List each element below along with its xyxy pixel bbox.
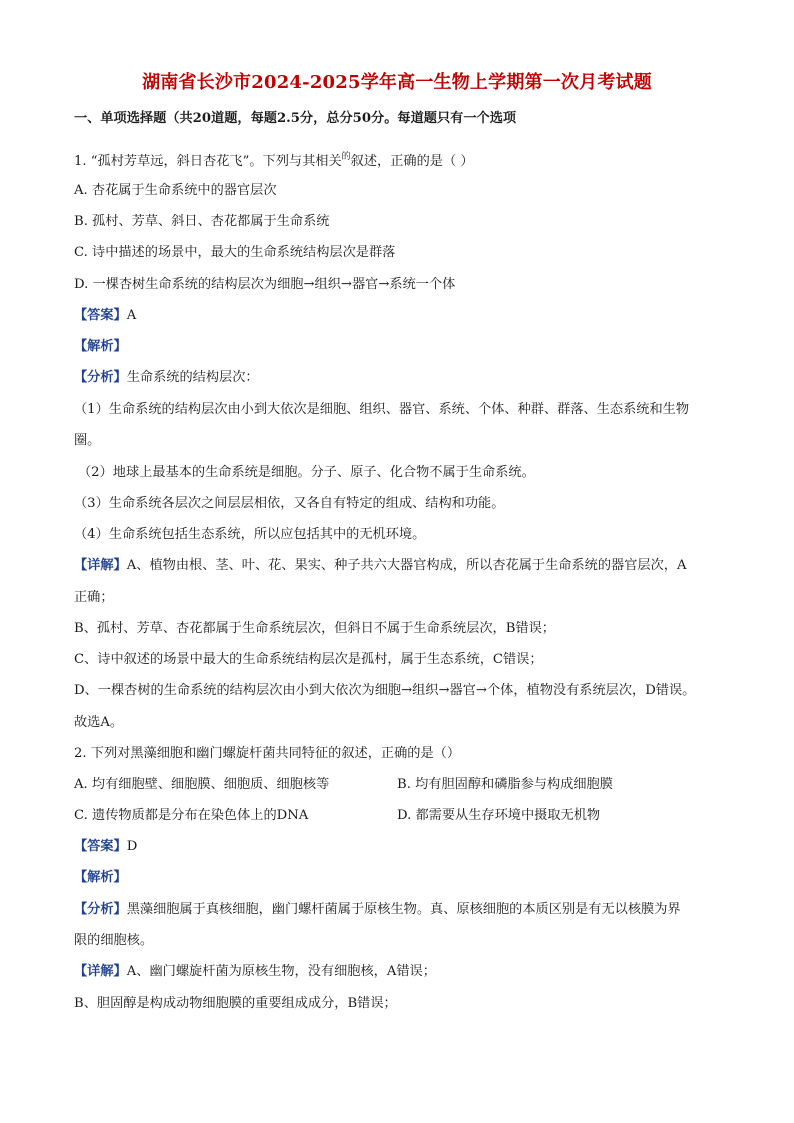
fenxi-tag: 【分析】 <box>74 902 127 917</box>
question-1-detail-a-cont: 正确； <box>74 590 114 605</box>
question-1-option-a: A. 杏花属于生命系统中的器官层次 <box>74 183 277 198</box>
answer-tag: 【答案】 <box>74 308 127 323</box>
question-1-point-4: （4）生命系统包括生态系统，所以应包括其中的无机环境。 <box>74 527 426 542</box>
question-1-point-1: （1）生命系统的结构层次由小到大依次是细胞、组织、器官、系统、个体、种群、群落、生态系统和生物 <box>74 402 690 417</box>
question-2-detail-a <box>74 963 436 981</box>
question-1-stem-part-a: 1. “孤村芳草远，斜日杏花飞”。下列与其相关 <box>74 154 342 169</box>
question-2-detail-b: B、胆固醇是构成动物细胞膜的重要组成成分，B错误； <box>74 996 397 1011</box>
question-2-stem: 2. 下列对黑藻细胞和幽门螺旋杆菌共同特征的叙述，正确的是（） <box>74 746 461 761</box>
fenxi-text: 生命系统的结构层次： <box>126 370 259 385</box>
question-1-answer <box>74 307 136 325</box>
question-1-detail-b: B、孤村、芳草、杏花都属于生命系统层次，但斜日不属于生命系统层次，B错误； <box>74 621 555 636</box>
question-2-option-a: A. 均有细胞壁、细胞膜、细胞质、细胞核等 <box>74 777 330 792</box>
fenxi-text: 黑藻细胞属于真核细胞，幽门螺杆菌属于原核生物。真、原核细胞的本质区别是有无以核膜为界 <box>126 902 681 917</box>
question-2-fenxi <box>74 901 681 919</box>
fenxi-tag: 【分析】 <box>74 370 127 385</box>
question-1-fenxi <box>74 369 259 387</box>
question-1-stem-superscript: 的 <box>341 152 351 162</box>
question-1-point-1-cont: 圈。 <box>74 433 101 448</box>
question-1-detail-a <box>74 557 686 575</box>
question-1-option-d: D. 一棵杏树生命系统的结构层次为细胞→组织→器官→系统一个体 <box>74 277 456 292</box>
question-1-analysis-tag: 【解析】 <box>74 339 127 354</box>
question-2-option-c: C. 遗传物质都是分布在染色体上的DNA <box>74 808 309 823</box>
question-1-point-2: （2）地球上最基本的生命系统是细胞。分子、原子、化合物不属于生命系统。 <box>78 465 535 480</box>
question-1-option-b: B. 孤村、芳草、斜日、杏花都属于生命系统 <box>74 214 330 229</box>
section-heading: 一、单项选择题（共20道题，每题2.5分，总分50分。每道题只有一个选项 <box>74 111 517 126</box>
detail-text-a: A、幽门螺旋杆菌为原核生物，没有细胞核，A错误； <box>126 964 436 979</box>
detail-tag: 【详解】 <box>74 558 127 573</box>
question-2-fenxi-cont: 限的细胞核。 <box>74 933 154 948</box>
detail-tag: 【详解】 <box>74 964 127 979</box>
page-title: 湖南省长沙市2024-2025学年高一生物上学期第一次月考试题 <box>142 72 652 93</box>
question-1-stem-part-b: 叙述，正确的是（ ） <box>350 154 474 169</box>
question-1-detail-c: C、诗中叙述的场景中最大的生命系统结构层次是孤村，属于生态系统，C错误； <box>74 652 543 667</box>
question-2-answer <box>74 838 137 856</box>
question-2-analysis-tag: 【解析】 <box>74 870 127 885</box>
question-1-conclusion: 故选A。 <box>74 715 124 730</box>
question-2-option-d: D. 都需要从生存环境中摄取无机物 <box>397 808 601 823</box>
detail-text-a: A、植物由根、茎、叶、花、果实、种子共六大器官构成，所以杏花属于生命系统的器官层次，A <box>126 558 687 573</box>
answer-value: A <box>126 308 137 323</box>
question-1-option-c: C. 诗中描述的场景中，最大的生命系统结构层次是群落 <box>74 245 396 260</box>
question-1-point-3: （3）生命系统各层次之间层层相依，又各自有特定的组成、结构和功能。 <box>74 496 505 511</box>
question-1-detail-d: D、一棵杏树的生命系统的结构层次由小到大依次为细胞→组织→器官→个体，植物没有系统层次，D错误。 <box>74 683 696 698</box>
question-2-option-b: B. 均有胆固醇和磷脂参与构成细胞膜 <box>397 777 613 792</box>
answer-value: D <box>126 839 138 854</box>
question-1-stem <box>74 148 474 171</box>
answer-tag: 【答案】 <box>74 839 127 854</box>
